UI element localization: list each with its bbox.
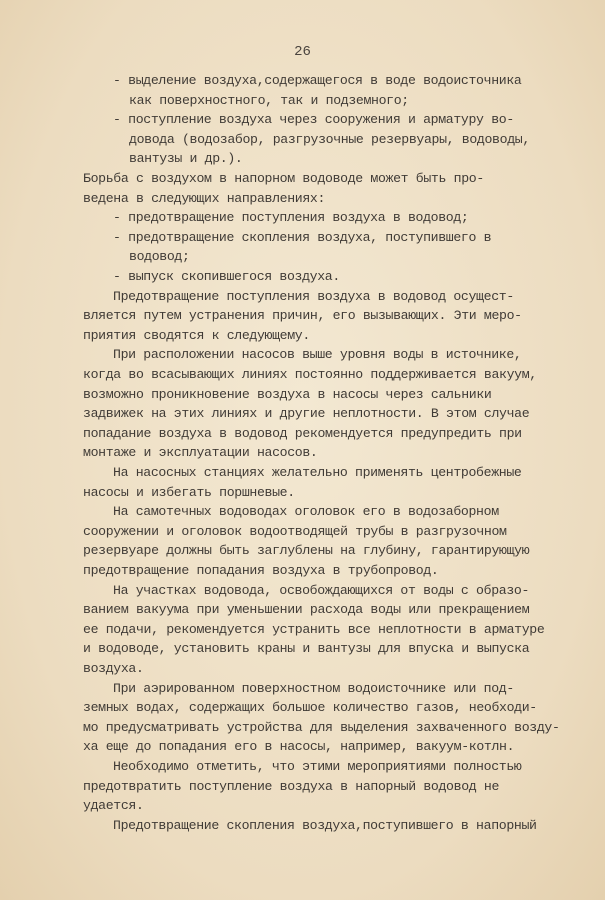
text-line: предотвратить поступление воздуха в напорный водовод не bbox=[83, 778, 500, 794]
text-line: Борьба с воздухом в напорном водоводе может быть про- bbox=[83, 171, 484, 186]
page-number: 26 bbox=[294, 44, 311, 60]
text-line: задвижек на этих линиях и другие неплотности. В этом случае bbox=[83, 406, 530, 422]
text-line: вантузы и др.). bbox=[129, 151, 243, 167]
text-line: земных водах, содержащих большое количество газов, необходи- bbox=[83, 700, 537, 716]
text-line: попадание воздуха в водовод рекомендуется предупредить при bbox=[83, 425, 522, 441]
text-line: - предотвращение поступления воздуха в водовод; bbox=[113, 210, 469, 226]
text-line: водовод; bbox=[129, 249, 190, 265]
text-line: воздуха. bbox=[83, 661, 144, 676]
text-line: удается. bbox=[83, 798, 144, 814]
text-line: довода (водозабор, разгрузочные резервуары, водоводы, bbox=[129, 131, 530, 147]
text-line: Предотвращение поступления воздуха в водовод осущест- bbox=[113, 288, 514, 304]
text-line: приятия сводятся к следующему. bbox=[83, 327, 310, 343]
text-line: сооружении и оголовок водоотводящей трубы в разгрузочном bbox=[83, 523, 507, 539]
text-line: ванием вакуума при уменьшении расхода воды или прекращением bbox=[83, 602, 530, 618]
text-line: Предотвращение скопления воздуха,поступившего в напорный bbox=[113, 817, 537, 833]
text-line: - выделение воздуха,содержащегося в воде водоисточника bbox=[113, 73, 522, 88]
text-line: насосы и избегать поршневые. bbox=[83, 484, 295, 500]
text-line: предотвращение попадания воздуха в трубопровод. bbox=[83, 563, 439, 578]
text-line: Необходимо отметить, что этими мероприятиями полностью bbox=[113, 759, 522, 774]
text-line: когда во всасывающих линиях постоянно поддерживается вакуум, bbox=[83, 367, 537, 382]
text-line: На участках водовода, освобождающихся от воды с образо- bbox=[113, 582, 530, 598]
text-line: На самотечных водоводах оголовок его в водозаборном bbox=[113, 504, 499, 520]
text-line: ха еще до попадания его в насосы, например, вакуум-котлн. bbox=[83, 739, 515, 755]
text-line: - предотвращение скопления воздуха, поступившего в bbox=[113, 229, 492, 245]
text-line: На насосных станциях желательно применять центробежные bbox=[113, 465, 522, 480]
text-line: При расположении насосов выше уровня воды в источнике, bbox=[113, 347, 522, 363]
text-line: ее подачи, рекомендуется устранить все неплотности в арматуре bbox=[83, 621, 545, 637]
text-line: ведена в следующих направлениях: bbox=[83, 190, 326, 206]
text-line: мо предусматривать устройства для выделения захваченного возду- bbox=[83, 719, 560, 735]
text-line: возможно проникновение воздуха в насосы через сальники bbox=[83, 386, 492, 402]
text-line: и водоводе, установить краны и вантузы для впуска и выпуска bbox=[83, 641, 530, 657]
text-line: - поступление воздуха через сооружения и арматуру во- bbox=[113, 112, 514, 128]
text-line: как поверхностного, так и подземного; bbox=[129, 92, 409, 108]
text-line: При аэрированном поверхностном водоисточнике или под- bbox=[113, 680, 514, 696]
text-line: монтаже и эксплуатации насосов. bbox=[83, 445, 318, 461]
text-line: вляется путем устранения причин, его вызывающих. Эти меро- bbox=[83, 308, 522, 324]
text-line: резервуаре должны быть заглублены на глубину, гарантирующую bbox=[83, 543, 530, 559]
text-line: - выпуск скопившегося воздуха. bbox=[113, 269, 340, 284]
